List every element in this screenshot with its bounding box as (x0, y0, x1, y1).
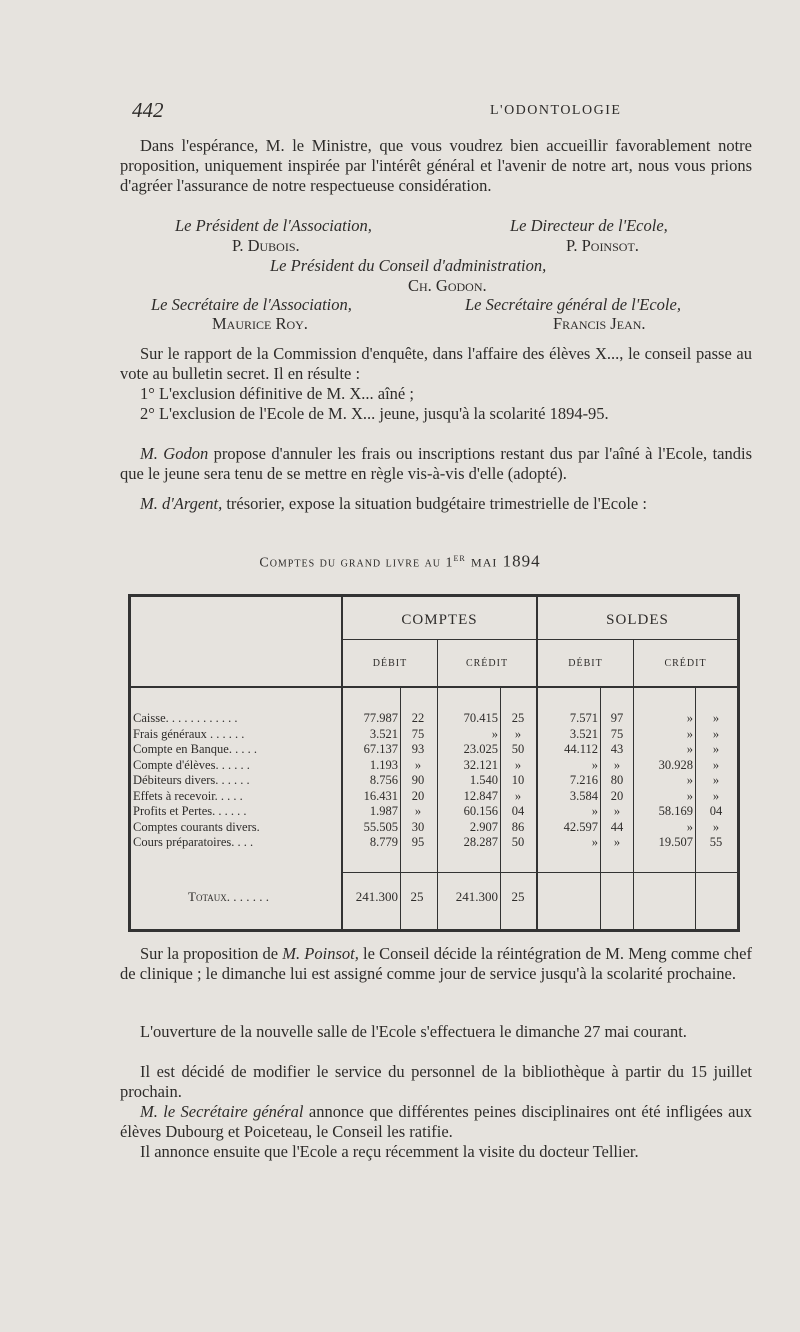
row-value-c4: » (686, 819, 693, 834)
row-value-c3c: 75 (610, 726, 624, 741)
table-row (128, 727, 740, 742)
row-value-c4c: 55 (709, 835, 723, 849)
row-label: Cours préparatoires. . . . (133, 835, 254, 849)
row-value-c4: 58.169 (658, 804, 693, 818)
totals-debit-cents: 25 (410, 889, 424, 904)
subheader-soldes-debit: DÉBIT (568, 658, 603, 669)
table-row (128, 835, 740, 850)
header-comptes: COMPTES (401, 612, 478, 628)
row-value-c3c: 44 (610, 819, 624, 834)
row-value-c2: 70.415 (463, 711, 498, 725)
directeur-ecole-name: P. Poinsot. (566, 236, 639, 255)
totals-row (128, 889, 740, 907)
table-row (128, 773, 740, 788)
row-value-c1c: 93 (411, 742, 425, 756)
president-association-name: P. Dubois. (232, 236, 300, 255)
paragraph-visite: Il annonce ensuite que l'Ecole a reçu récemment la visite du docteur Tellier. (140, 1142, 639, 1161)
paragraph-commission: Sur le rapport de la Commission d'enquête, dans l'affaire des élèves X..., le conseil passe au vote au bulletin secret. Il en résulte : (120, 344, 752, 383)
paragraph-godon (120, 444, 752, 484)
row-value-c1c: » (414, 757, 422, 772)
header-soldes: SOLDES (606, 612, 669, 628)
row-value-c3: 42.597 (563, 819, 598, 834)
row-value-c3: 44.112 (564, 742, 598, 756)
totals-rule (343, 872, 737, 873)
table-bottom-rule (128, 929, 740, 932)
paragraph-exclusion-2: 2° L'exclusion de l'Ecole de M. X... jeune, jusqu'à la scolarité 1894-95. (140, 404, 609, 423)
table-title (0, 551, 800, 572)
row-value-c3c: 97 (610, 711, 624, 725)
row-value-c1: 16.431 (363, 788, 398, 803)
row-value-c2: 60.156 (463, 804, 498, 818)
row-value-c3: » (591, 804, 598, 818)
row-value-c2c: 50 (511, 835, 525, 849)
row-label: Profits et Pertes. . . . . . (133, 804, 247, 818)
row-value-c1: 8.779 (369, 835, 398, 849)
row-value-c4: 30.928 (658, 757, 693, 772)
table-row (128, 711, 740, 726)
secretaire-association-name: Maurice Roy. (212, 314, 308, 333)
paragraph-ouverture: L'ouverture de la nouvelle salle de l'Ecole s'effectuera le dimanche 27 mai courant. (140, 1022, 687, 1041)
row-value-c4: » (686, 773, 693, 787)
row-value-c1: 67.137 (363, 742, 398, 756)
table-row (128, 758, 740, 773)
row-value-c2c: 25 (511, 711, 525, 725)
row-value-c3c: 43 (610, 742, 624, 756)
row-value-c4: » (686, 742, 693, 756)
row-value-c4c: » (712, 788, 720, 803)
row-value-c4c: » (712, 711, 720, 725)
row-value-c3c: 20 (610, 788, 624, 803)
row-value-c2: 23.025 (463, 742, 498, 756)
row-label: Compte en Banque. . . . . (133, 742, 257, 756)
paragraph-argent (120, 494, 752, 514)
row-value-c2: 28.287 (463, 835, 498, 849)
row-value-c1c: 22 (411, 711, 425, 725)
row-value-c3: 3.521 (569, 726, 598, 741)
table-row (128, 820, 740, 835)
row-value-c2c: » (514, 757, 522, 772)
row-value-c3c: » (613, 804, 621, 818)
row-value-c1c: 20 (411, 788, 425, 803)
row-value-c1: 77.987 (363, 711, 398, 725)
table-row (128, 742, 740, 757)
row-value-c3c: » (613, 757, 621, 772)
page-number: 442 (132, 98, 164, 122)
row-value-c3c: » (613, 835, 621, 849)
row-value-c2: 32.121 (463, 757, 498, 772)
secretaire-text: annonce que différentes peines disciplinaires ont été infligées aux élèves Dubourg et Poiceteau, le Conseil les ratifie. (120, 1102, 752, 1141)
table-top-rule (128, 594, 740, 597)
row-value-c2c: » (514, 726, 522, 741)
row-value-c1c: » (414, 804, 422, 818)
totals-debit: 241.300 (355, 889, 398, 904)
paragraph-poinsot (120, 944, 752, 984)
speaker-godon: M. Godon (140, 444, 209, 463)
subheader-comptes-debit: DÉBIT (372, 658, 408, 669)
row-value-c2: 1.540 (469, 773, 498, 787)
row-value-c2c: 86 (511, 819, 525, 834)
row-value-c1: 3.521 (369, 726, 398, 741)
speaker-secretaire: M. le Secrétaire général (140, 1102, 304, 1121)
row-value-c4: » (686, 711, 693, 725)
row-value-c2: 12.847 (463, 788, 498, 803)
row-value-c4c: 04 (709, 804, 723, 818)
poinsot-pre: Sur la proposition de (140, 944, 283, 963)
row-value-c3c: 80 (610, 773, 624, 787)
secretaire-association-title: Le Secrétaire de l'Association, (151, 295, 352, 314)
table-title-sup: er (453, 551, 466, 564)
row-value-c3: » (591, 835, 598, 849)
row-value-c1: 1.193 (369, 757, 398, 772)
row-label: Débiteurs divers. . . . . . (133, 773, 250, 787)
row-value-c4: » (686, 726, 693, 741)
totals-label: Totaux. . . . . . . (188, 889, 269, 904)
secretaire-general-name: Francis Jean. (553, 314, 646, 333)
subheader-rule (131, 686, 737, 688)
accounts-table (128, 594, 740, 932)
row-value-c1c: 95 (411, 835, 425, 849)
group-header-rule (343, 639, 737, 640)
directeur-ecole-title: Le Directeur de l'Ecole, (510, 216, 668, 235)
row-label: Caisse. . . . . . . . . . . . (133, 711, 238, 725)
row-value-c3: 7.571 (569, 711, 598, 725)
row-label: Comptes courants divers. (133, 819, 260, 834)
row-value-c4c: » (712, 742, 720, 756)
row-value-c1: 1.987 (369, 804, 398, 818)
row-value-c4: » (686, 788, 693, 803)
row-value-c3: » (591, 757, 598, 772)
row-value-c4c: » (712, 819, 720, 834)
paragraph-bibliotheque: Il est décidé de modifier le service du personnel de la bibliothèque à partir du 15 juillet prochain. (120, 1062, 752, 1101)
row-label: Effets à recevoir. . . . . (133, 788, 243, 803)
table-row (128, 804, 740, 819)
row-value-c3: 7.216 (569, 773, 598, 787)
row-value-c2c: 10 (511, 773, 525, 787)
poinsot-name: M. Poinsot, (282, 944, 359, 963)
argent-text: trésorier, expose la situation budgétaire trimestrielle de l'Ecole : (222, 494, 647, 513)
row-label: Compte d'élèves. . . . . . (133, 757, 250, 772)
totals-credit-cents: 25 (511, 889, 525, 904)
president-conseil-title: Le Président du Conseil d'administration, (270, 256, 547, 275)
row-value-c2: » (491, 726, 498, 741)
subheader-soldes-credit: CRÉDIT (664, 658, 707, 669)
paragraph-secretaire (120, 1102, 752, 1142)
row-value-c4: 19.507 (658, 835, 693, 849)
table-title-suffix: mai 1894 (465, 551, 541, 571)
row-label: Frais généraux . . . . . . (133, 726, 245, 741)
row-value-c4c: » (712, 773, 720, 787)
row-value-c1c: 75 (411, 726, 425, 741)
row-value-c1c: 90 (411, 773, 425, 787)
row-value-c4c: » (712, 757, 720, 772)
row-value-c2c: » (514, 788, 522, 803)
paragraph-exclusion-1: 1° L'exclusion définitive de M. X... aîné ; (140, 384, 414, 403)
running-title: L'ODONTOLOGIE (490, 103, 622, 118)
row-value-c2c: 04 (511, 804, 525, 818)
row-value-c1c: 30 (411, 819, 425, 834)
row-value-c4c: » (712, 726, 720, 741)
president-association-title: Le Président de l'Association, (175, 216, 372, 235)
row-value-c2c: 50 (511, 742, 525, 756)
godon-text: propose d'annuler les frais ou inscriptions restant dus par l'aîné à l'Ecole, tandis que le jeune sera tenu de se mettre en règle vis-à-vis d'elle (adopté). (120, 444, 752, 483)
secretaire-general-title: Le Secrétaire général de l'Ecole, (465, 295, 681, 314)
president-conseil-name: Ch. Godon. (408, 276, 487, 295)
page-header (120, 98, 740, 124)
row-value-c3: 3.584 (569, 788, 598, 803)
subheader-comptes-credit: CRÉDIT (465, 658, 509, 669)
poinsot-post: le Conseil décide la réintégration de M. Meng comme chef de clinique ; le dimanche lui est assigné comme jour de service jusqu'à la scolarité prochaine. (120, 944, 752, 983)
row-value-c2: 2.907 (469, 819, 498, 834)
table-row (128, 789, 740, 804)
totals-credit: 241.300 (455, 889, 498, 904)
speaker-argent: M. d'Argent, (140, 494, 223, 513)
intro-paragraph: Dans l'espérance, M. le Ministre, que vous voudrez bien accueillir favorablement notre proposition, uniquement inspirée par l'intérêt général et l'avenir de notre art, nous vous prions d'agréer l'assurance de notre respectueuse considération. (120, 136, 752, 195)
row-value-c1: 8.756 (369, 773, 398, 787)
table-title-prefix: Comptes du grand livre au 1 (259, 555, 454, 571)
row-value-c1: 55.505 (363, 819, 398, 834)
